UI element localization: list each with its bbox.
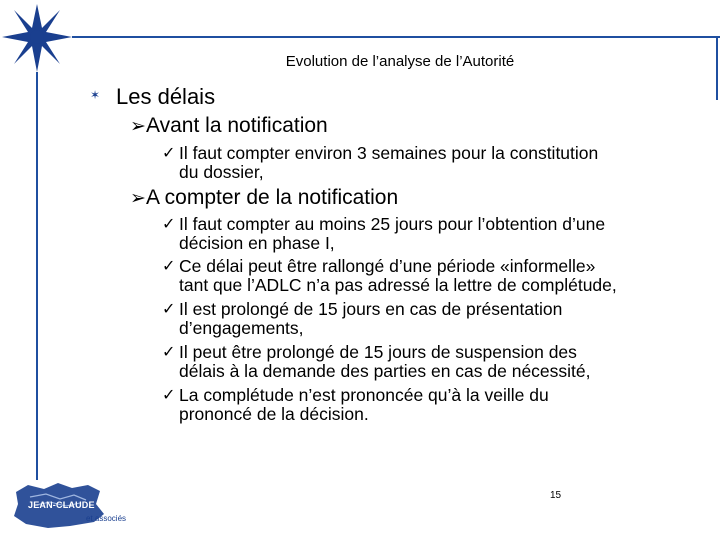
star-bullet-icon: ✶ (90, 88, 101, 102)
level1-text: Les délais (116, 84, 216, 109)
logo-name: JEAN-CLAUDE COULON (28, 500, 138, 510)
list-item: ✓ Ce délai peut être rallongé d’une période «informelle» tant que l’ADLC n’a pas adressé la lettre de complétude, (162, 256, 617, 295)
list-item: ✓ Il peut être prolongé de 15 jours de suspension des délais à la demande des parties en cas de nécessité, (162, 342, 591, 381)
list-item: ✓ La complétude n’est prononcée qu’à la veille du prononcé de la décision. (162, 385, 549, 424)
check-icon: ✓ (162, 344, 176, 361)
section-heading: ➢A compter de la notification (130, 186, 399, 209)
list-item: ✓ Il est prolongé de 15 jours en cas de présentation d’engagements, (162, 299, 563, 338)
check-icon: ✓ (162, 387, 176, 404)
check-icon: ✓ (162, 301, 176, 318)
check-icon: ✓ (162, 216, 176, 233)
check-icon: ✓ (162, 258, 176, 275)
slide-title: Evolution de l’analyse de l’Autorité (285, 53, 515, 70)
list-item: ✓ Il faut compter au moins 25 jours pour l’obtention d’une décision en phase I, (162, 214, 606, 253)
section-heading: ➢Avant la notification (130, 114, 328, 137)
logo-sub: et associés (86, 514, 127, 523)
arrow-bullet-icon: ➢ (130, 115, 146, 137)
arrow-bullet-icon: ➢ (130, 188, 146, 209)
check-icon: ✓ (162, 145, 176, 162)
list-item: ✓ Il faut compter environ 3 semaines pour la constitution du dossier, (162, 143, 599, 182)
page-number: 15 (550, 490, 562, 501)
